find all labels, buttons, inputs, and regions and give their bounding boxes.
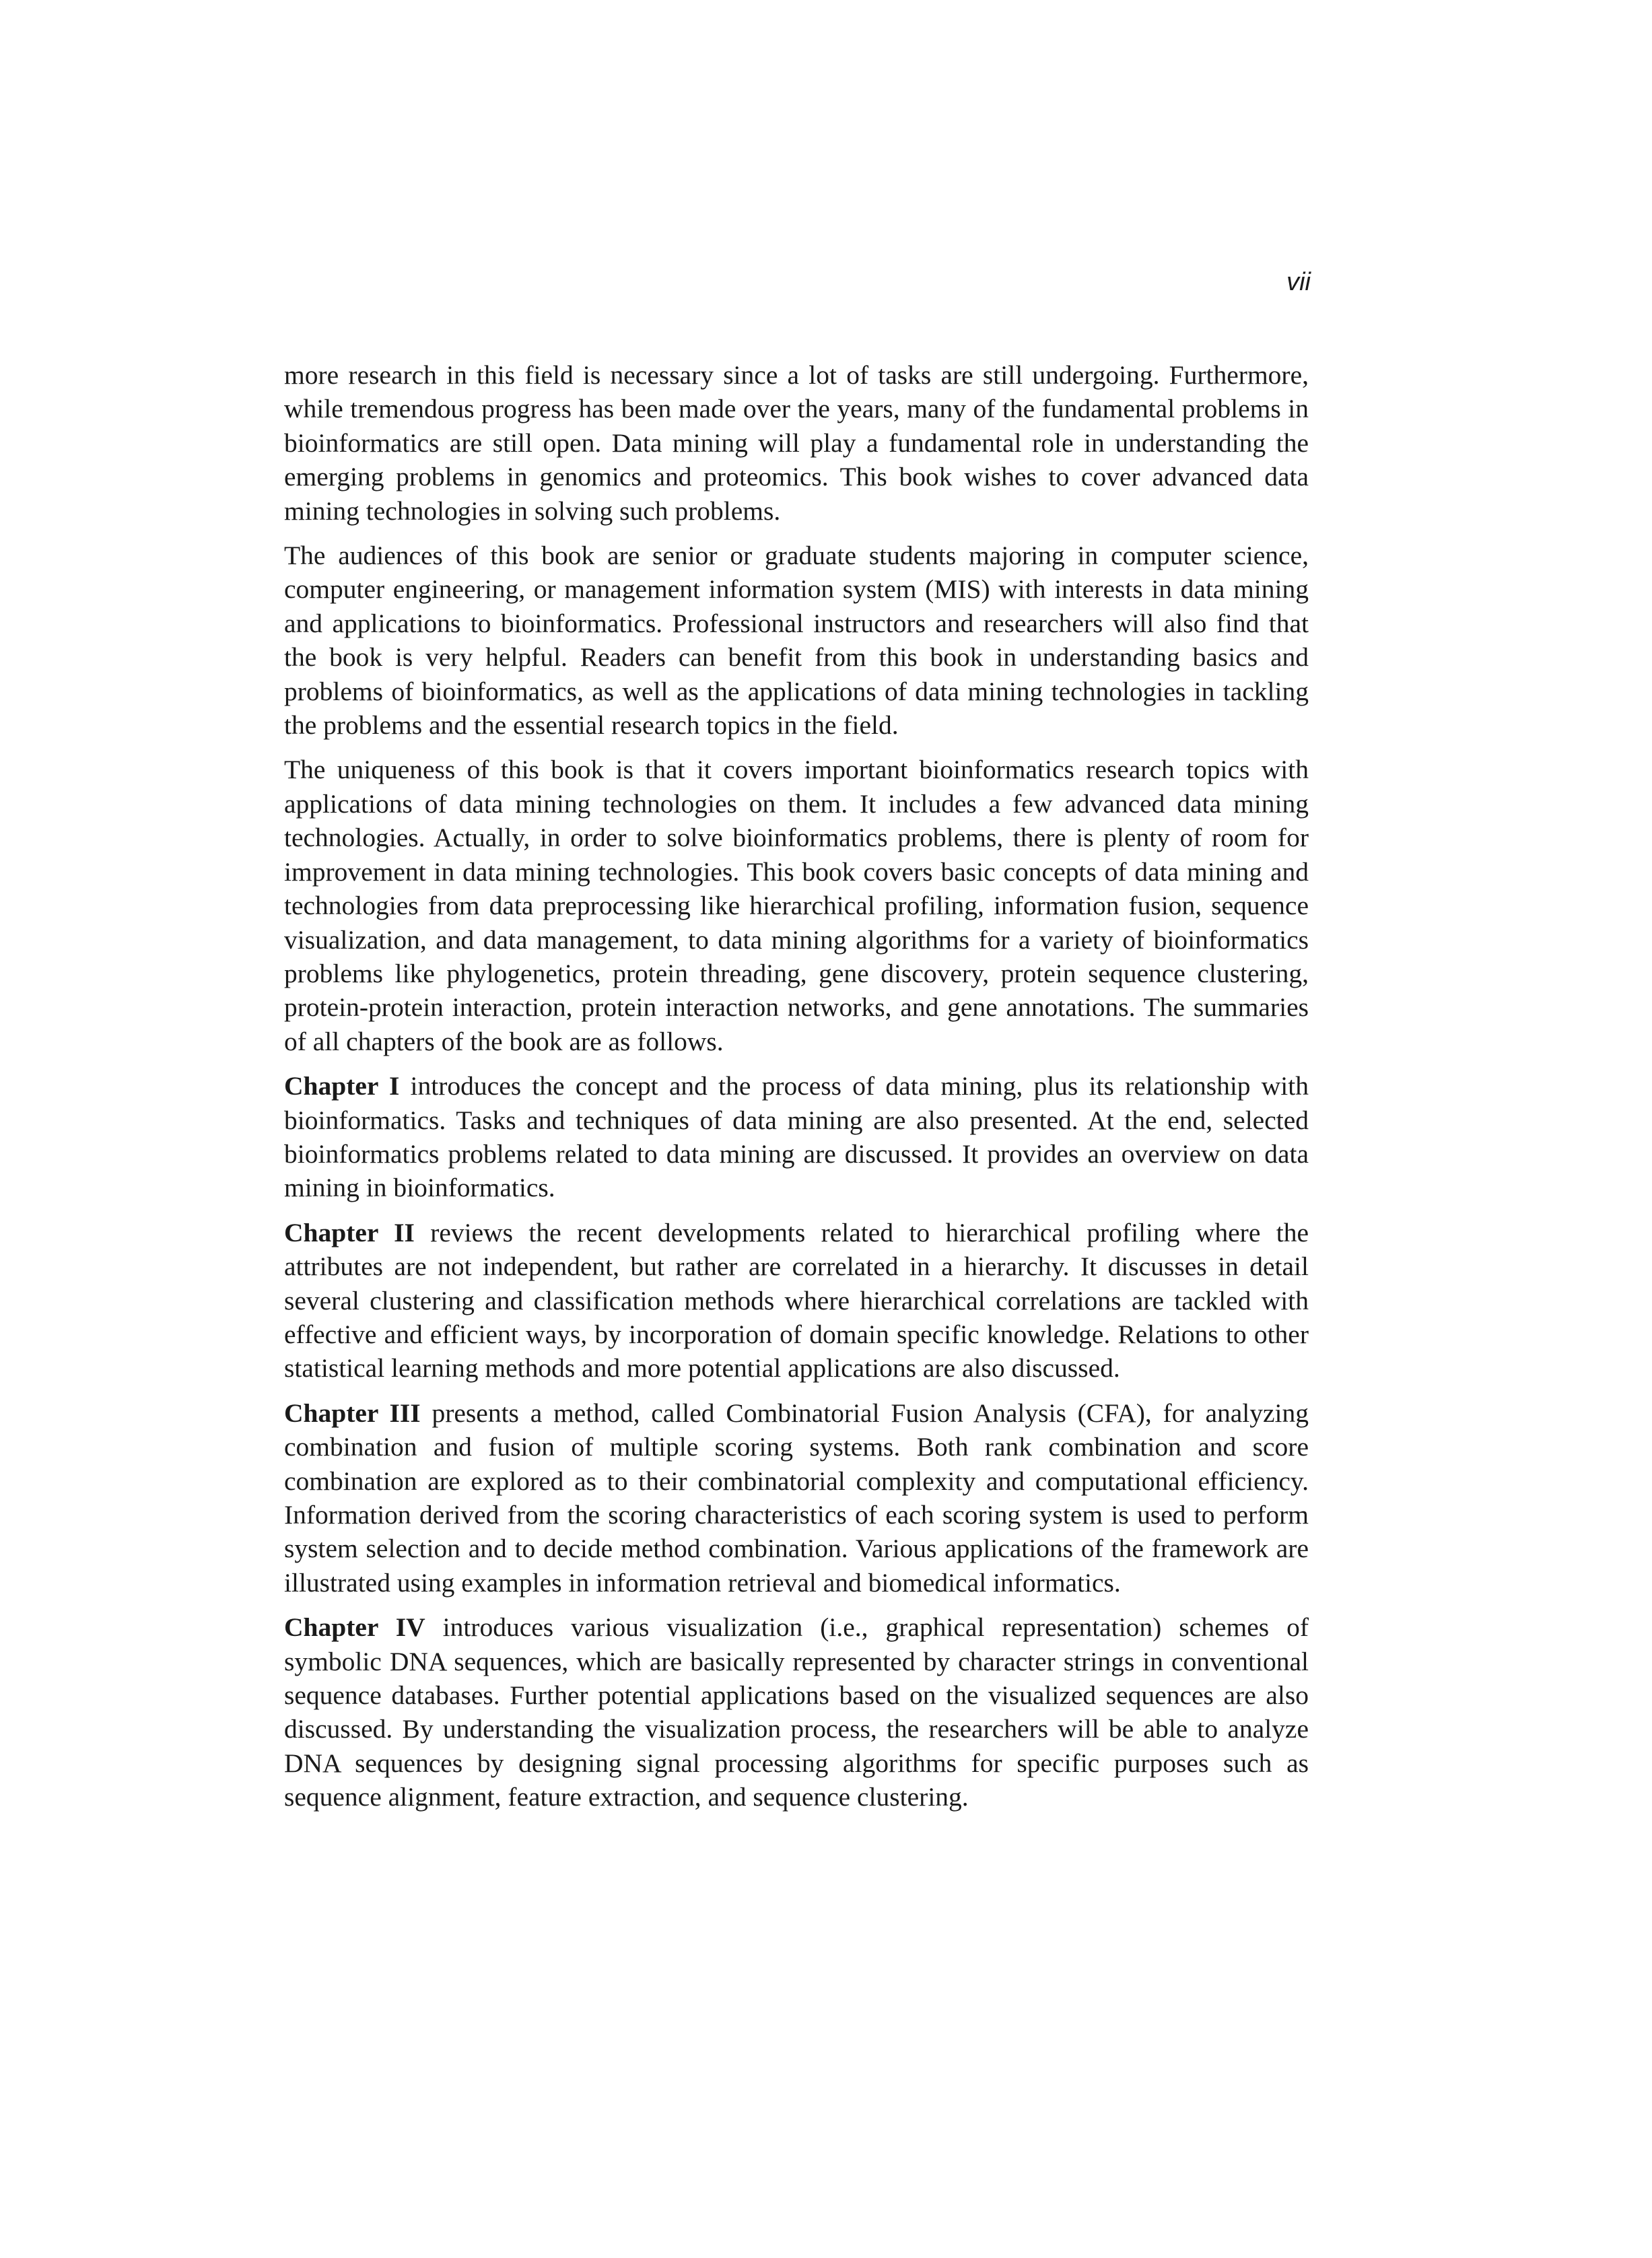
chapter-heading: Chapter I <box>284 1071 400 1101</box>
chapter-heading: Chapter III <box>284 1398 421 1428</box>
paragraph-chapter-2 <box>284 1216 1309 1385</box>
paragraph-text: The audiences of this book are senior or graduate students majoring in computer science, computer engineering, or management information system (MIS) with interests in data mining and applications to bioinformatics. Professional instructors and researchers will also find that the book is very helpful. Readers can benefit from this book in understanding basics and problems of bioinformatics, as well as the applications of data mining technologies in tackling the problems and the essential research topics in the field. <box>284 541 1309 741</box>
paragraph-text: introduces the concept and the process of data mining, plus its relationship with bioinformatics. Tasks and techniques of data mining are also presented. At the end, selected bioinformatics problems related to data mining are discussed. It provides an overview on data mining in bioinformatics. <box>284 1071 1309 1203</box>
paragraph-audiences <box>284 539 1309 742</box>
paragraph-chapter-3 <box>284 1396 1309 1600</box>
paragraph-uniqueness <box>284 753 1309 1058</box>
body-text <box>284 358 1309 1825</box>
paragraph-text: The uniqueness of this book is that it covers important bioinformatics research topics with applications of data mining technologies on them. It includes a few advanced data mining technologies. Actually, in order to solve bioinformatics problems, there is plenty of room for improvement in data mining technologies. This book covers basic concepts of data mining and technologies from data preprocessing like hierarchical profiling, information fusion, sequence visualization, and data management, to data mining algorithms for a variety of bioinformatics problems like phylogenetics, protein threading, gene discovery, protein sequence clustering, protein-protein interaction, protein interaction networks, and gene annotations. The summaries of all chapters of the book are as follows. <box>284 755 1309 1056</box>
chapter-heading: Chapter IV <box>284 1612 425 1643</box>
paragraph-text: introduces various visualization (i.e., graphical representation) schemes of symbolic DNA sequences, which are basically represented by character strings in conventional sequence databases. Further potential applications based on the visualized sequences are also discussed. By understanding the visualization process, the researchers will be able to analyze DNA sequences by designing signal processing algorithms for specific purposes such as sequence alignment, feature extraction, and sequence clustering. <box>284 1612 1309 1812</box>
paragraph-text: reviews the recent developments related to hierarchical profiling where the attributes are not independent, but rather are correlated in a hierarchy. It discusses in detail several clustering and classification methods where hierarchical correlations are tackled with effective and efficient ways, by incorporation of domain specific knowledge. Relations to other statistical learning methods and more potential applications are also discussed. <box>284 1217 1309 1383</box>
paragraph-research-need <box>284 358 1309 528</box>
paragraph-text: more research in this field is necessary since a lot of tasks are still undergoing. Furthermore, while tremendous progress has been made over the years, many of the fundamental problems in bioinformatics are still open. Data mining will play a fundamental role in understanding the emerging problems in genomics and proteomics. This book wishes to cover advanced data mining technologies in solving such problems. <box>284 360 1309 526</box>
paragraph-chapter-1 <box>284 1069 1309 1205</box>
paragraph-text: presents a method, called Combinatorial Fusion Analysis (CFA), for analyzing combination and fusion of multiple scoring systems. Both rank combination and score combination are explored as to their combinatorial complexity and computational efficiency. Information derived from the scoring characteristics of each scoring system is used to perform system selection and to decide method combination. Various applications of the framework are illustrated using examples in information retrieval and biomedical informatics. <box>284 1398 1309 1598</box>
page-number: vii <box>1286 268 1311 296</box>
paragraph-chapter-4 <box>284 1610 1309 1814</box>
chapter-heading: Chapter II <box>284 1217 415 1247</box>
